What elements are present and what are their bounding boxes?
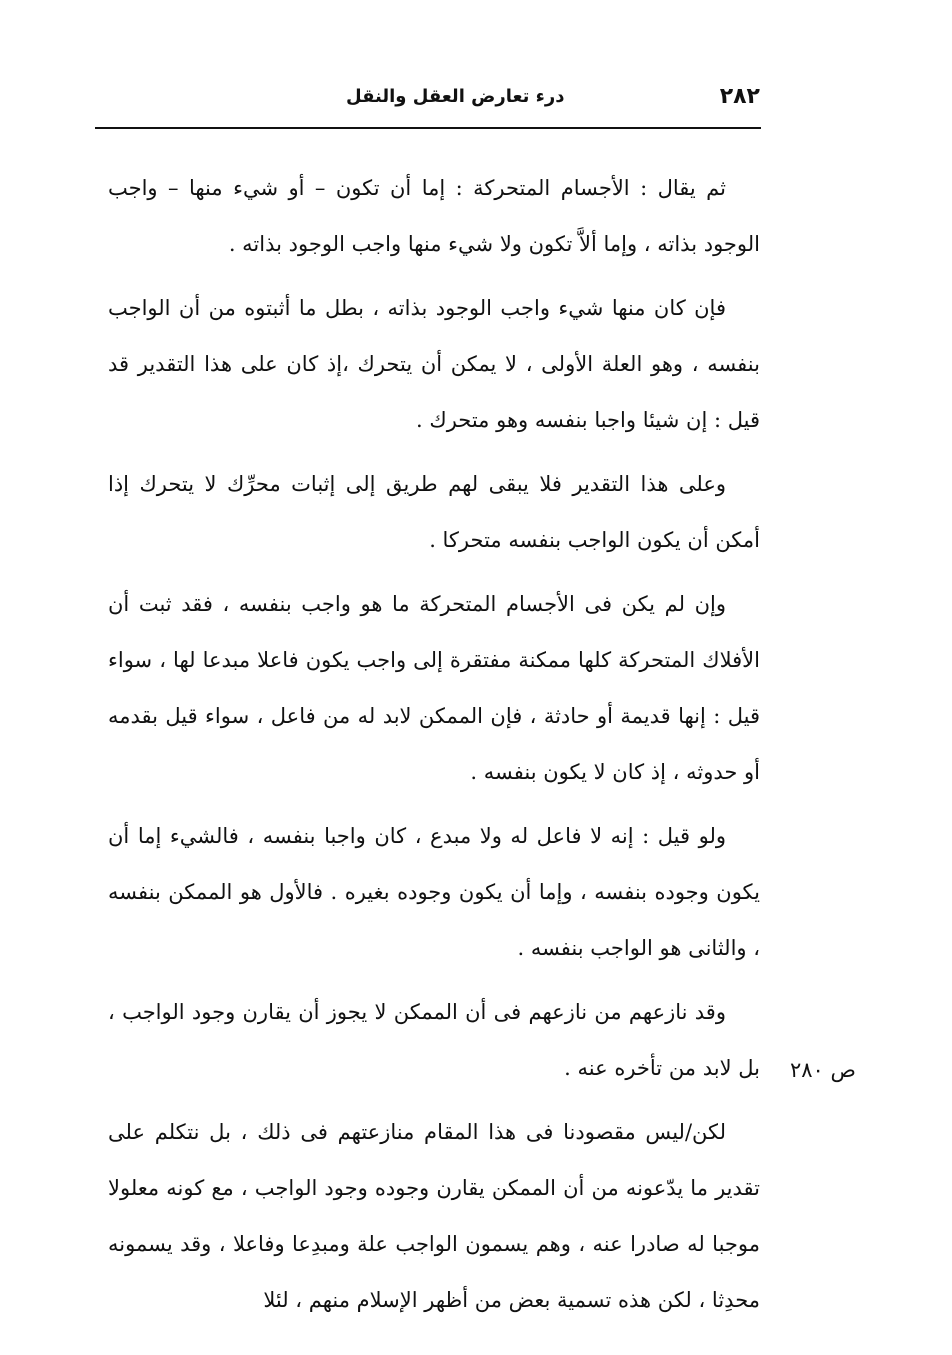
paragraph: لكن/ليس مقصودنا فى هذا المقام منازعتهم فى ذلك ، بل نتكلم على تقدير ما يدّعونه من أن الممكن يقارن وجوده وجود الواجب ، مع كونه معلولا موجبا له صادرا عنه ، وهم يسمون الواجب علة ومبدِعا وفاعلا ، وقد يسمونه محدِثا ، لكن هذه تسمية بعض من أظهر الإسلام منهم ، لئلا <box>108 1120 760 1312</box>
paragraph: ولو قيل : إنه لا فاعل له ولا مبدع ، كان واجبا بنفسه ، فالشيء إما أن يكون وجوده بنفسه ، وإما أن يكون وجوده بغيره . فالأول هو الممكن بنفسه ، والثانى هو الواجب بنفسه . <box>108 824 760 960</box>
paragraph: فإن كان منها شيء واجب الوجود بذاته ، بطل ما أثبتوه من أن الواجب بنفسه ، وهو العلة الأولى ، لا يمكن أن يتحرك ،إذ كان على هذا التقدير قد قيل : إن شيئا واجبا بنفسه وهو متحرك . <box>108 296 760 432</box>
page-number: ٢٨٢ <box>719 84 760 109</box>
paragraph: وقد نازعهم من نازعهم فى أن الممكن لا يجوز أن يقارن وجود الواجب ، بل لابد من تأخره عنه . <box>108 1000 760 1080</box>
body-text <box>108 160 760 1336</box>
page-header <box>96 84 760 120</box>
margin-page-reference: ص ٢٨٠ <box>790 1058 856 1082</box>
header-rule <box>95 127 761 129</box>
paragraph: ثم يقال : الأجسام المتحركة : إما أن تكون – أو شيء منها – واجب الوجود بذاته ، وإما ألاَّ تكون ولا شيء منها واجب الوجود بذاته . <box>108 176 760 256</box>
paragraph: وإن لم يكن فى الأجسام المتحركة ما هو واجب بنفسه ، فقد ثبت أن الأفلاك المتحركة كلها ممكنة مفتقرة إلى واجب يكون فاعلا مبدعا لها ، سواء قيل : إنها قديمة أو حادثة ، فإن الممكن لابد له من فاعل ، سواء قيل بقدمه أو حدوثه ، إذ كان لا يكون بنفسه . <box>108 592 760 784</box>
paragraph: وعلى هذا التقدير فلا يبقى لهم طريق إلى إثبات محرِّك لا يتحرك إذا أمكن أن يكون الواجب بنفسه متحركا . <box>108 472 760 552</box>
running-title: درء تعارض العقل والنقل <box>346 86 565 107</box>
